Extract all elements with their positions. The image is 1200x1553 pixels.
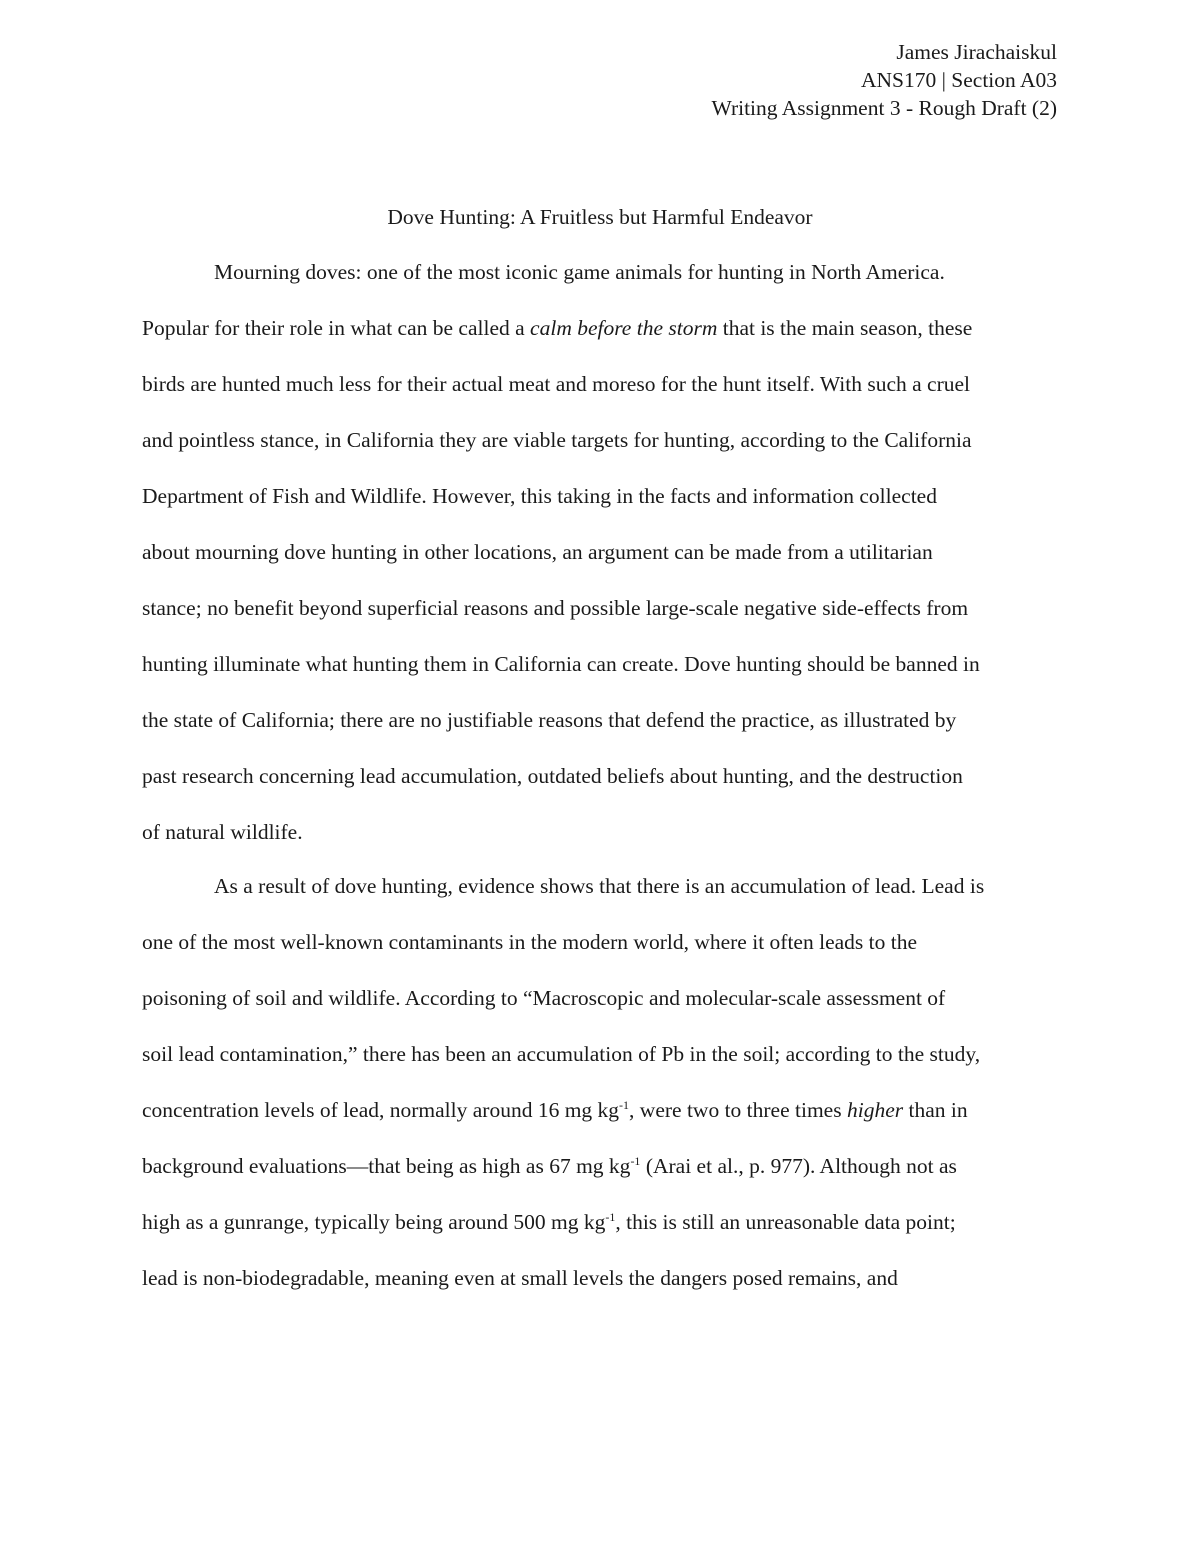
- page-title: Dove Hunting: A Fruitless but Harmful Endeavor: [387, 205, 813, 229]
- text-line: As a result of dove hunting, evidence shows that there is an accumulation of lead. Lead is: [214, 874, 985, 898]
- assignment-label: Writing Assignment 3 - Rough Draft (2): [711, 96, 1057, 120]
- text-span: background evaluations—that being as high as 67 mg kg: [142, 1154, 631, 1178]
- text-line: one of the most well-known contaminants in the modern world, where it often leads to the: [142, 930, 918, 954]
- emphasis-text: higher: [846, 1098, 904, 1122]
- text-line: the state of California; there are no justifiable reasons that defend the practice, as illustrated by: [142, 708, 957, 732]
- text-line: Mourning doves: one of the most iconic game animals for hunting in North America.: [214, 260, 945, 284]
- text-line: soil lead contamination,” there has been an accumulation of Pb in the soil; according to the study,: [142, 1042, 981, 1066]
- text-line: hunting illuminate what hunting them in California can create. Dove hunting should be banned in: [142, 652, 980, 676]
- superscript: -1: [619, 1098, 630, 1112]
- text-span: , were two to three times: [629, 1098, 847, 1122]
- text-span: that is the main season, these: [717, 316, 973, 340]
- course-section: ANS170 | Section A03: [860, 68, 1057, 92]
- author-name: James Jirachaiskul: [896, 40, 1057, 64]
- text-span: high as a gunrange, typically being around 500 mg kg: [142, 1210, 606, 1234]
- text-line: [142, 1208, 956, 1236]
- text-line: of natural wildlife.: [142, 820, 303, 844]
- text-span: than in: [903, 1098, 968, 1122]
- document-header: [712, 38, 1057, 122]
- text-span: , this is still an unreasonable data point;: [615, 1210, 956, 1234]
- emphasis-text: calm before the storm: [530, 316, 718, 340]
- text-span: Popular for their role in what can be called a: [142, 316, 531, 340]
- text-line: and pointless stance, in California they are viable targets for hunting, according to the California: [142, 428, 972, 452]
- text-line: poisoning of soil and wildlife. According to “Macroscopic and molecular-scale assessment of: [142, 986, 946, 1010]
- text-line: [142, 1096, 968, 1124]
- text-line: Department of Fish and Wildlife. However, this taking in the facts and information collected: [142, 484, 937, 508]
- text-span: (Arai et al., p. 977). Although not as: [640, 1154, 957, 1178]
- text-line: [142, 1152, 957, 1180]
- superscript: -1: [605, 1210, 616, 1224]
- text-line: past research concerning lead accumulation, outdated beliefs about hunting, and the destruction: [142, 764, 963, 788]
- superscript: -1: [630, 1154, 641, 1168]
- text-line: stance; no benefit beyond superficial reasons and possible large-scale negative side-effects from: [142, 596, 969, 620]
- text-line: about mourning dove hunting in other locations, an argument can be made from a utilitarian: [142, 540, 933, 564]
- text-span: concentration levels of lead, normally around 16 mg kg: [142, 1098, 620, 1122]
- text-line: lead is non-biodegradable, meaning even at small levels the dangers posed remains, and: [142, 1266, 898, 1290]
- text-line: birds are hunted much less for their actual meat and moreso for the hunt itself. With such a cruel: [142, 372, 971, 396]
- text-line: [142, 314, 972, 342]
